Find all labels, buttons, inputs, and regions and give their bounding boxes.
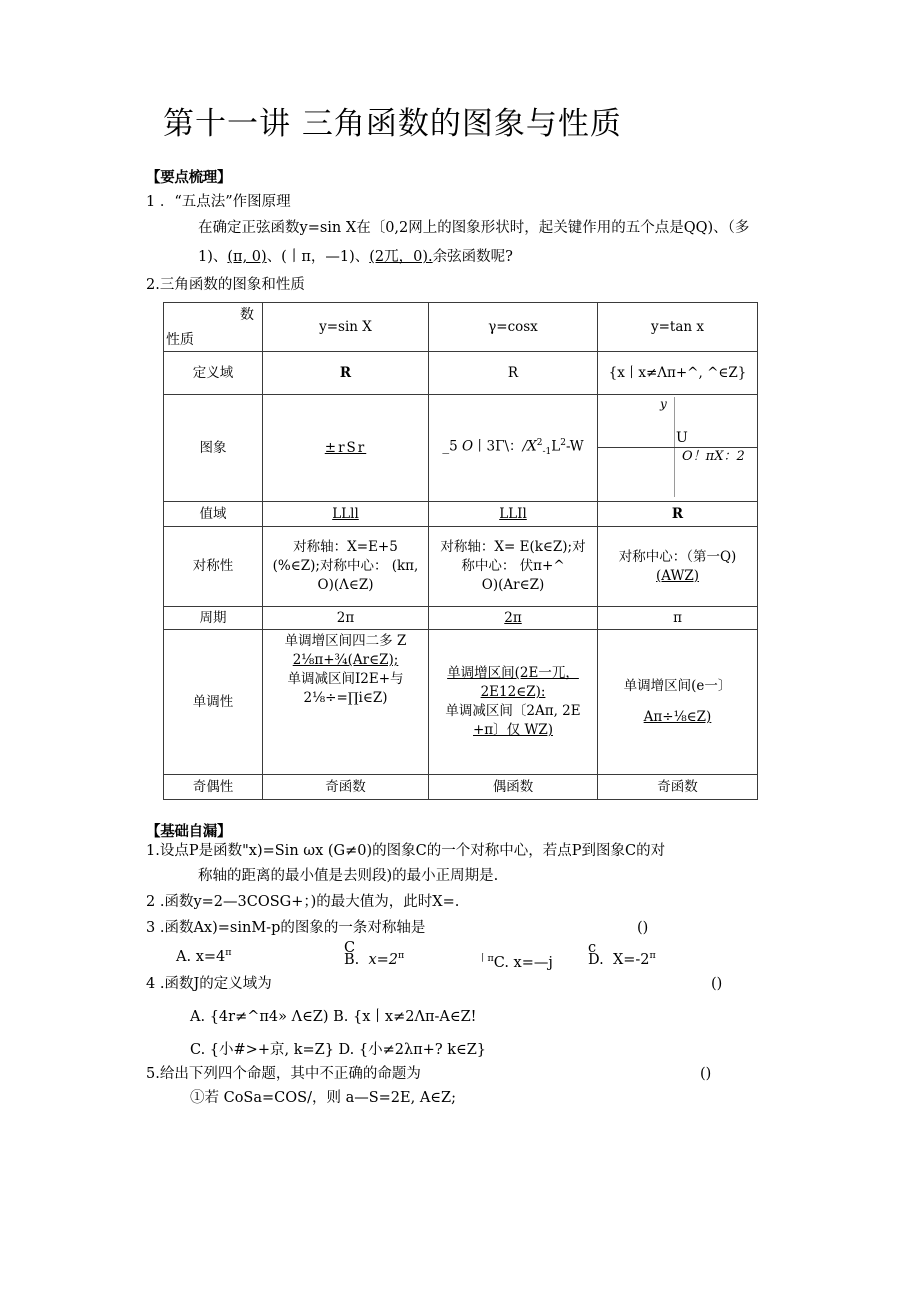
period-tan: π — [598, 607, 758, 630]
symmetry-sin — [263, 527, 429, 607]
problem-3-choice-d-prefix: c — [588, 940, 597, 956]
symmetry-sin-line-2: (%∈Z);对称中心： (kπ, — [272, 558, 419, 574]
table-col-header-tan: y=tan x — [598, 303, 758, 352]
problem-3-choice-a[interactable] — [176, 947, 232, 965]
row-label-symmetry: 对称性 — [164, 527, 263, 607]
oi1-part-b: (π, 0) — [227, 249, 267, 265]
tan-graph-y-label: y — [660, 397, 667, 411]
table-row-symmetry — [164, 527, 758, 607]
table-col-header-sin: y=sin X — [263, 303, 429, 352]
monotonicity-tan — [598, 630, 758, 775]
problem-4-line-1 — [146, 974, 272, 994]
problem-1-text: 设点P是函数"x)=Sin ωx (G≠0)的图象C的一个对称中心，若点P到图象C的对 — [159, 843, 666, 859]
choice-d-sup: π — [649, 950, 656, 961]
range-cos: LLIl — [429, 502, 598, 527]
outline-item-1-line-2 — [198, 247, 513, 267]
symmetry-sin-line-1: 对称轴：X=E+5 — [293, 539, 398, 555]
choice-c-key: C. — [493, 954, 509, 971]
graph-sin-artifact: ±rSr — [263, 395, 429, 502]
parity-cos: 偶函数 — [429, 775, 598, 800]
problem-5-number: 5. — [146, 1066, 160, 1082]
table-row-domain — [164, 352, 758, 395]
row-label-period: 周期 — [164, 607, 263, 630]
parity-sin: 奇函数 — [263, 775, 429, 800]
page-title: 第十一讲 三角函数的图象与性质 — [163, 106, 622, 142]
corner-column-label: 数 — [240, 307, 254, 323]
oi1-part-d: (2兀，0). — [369, 249, 433, 265]
choice-c-body: x=—j — [513, 954, 553, 971]
mono-tan-line-2: Aπ÷⅛∈Z) — [643, 709, 712, 725]
mono-sin-line-4: 2⅛÷=∏i∈Z) — [303, 690, 388, 706]
outline-item-1-line-1: 在确定正弦函数y=sin X在〔0,2网上的图象形状时，起关键作用的五个点是QQ)、（多 — [198, 220, 750, 236]
row-label-monotonicity: 单调性 — [164, 630, 263, 775]
problem-4-choice-line-1[interactable]: A. {4r≠^π4» Λ∈Z) B. {x丨x≠2Λπ-A∈Z! — [190, 1009, 477, 1025]
graph-cos-artifact: _5 O丨3Γ\：$/X^2_{-1}L^2-W$ — [429, 395, 598, 502]
domain-cos: R — [429, 352, 598, 395]
section-heading-basics: 【基础自漏】 — [146, 824, 232, 840]
table-row-parity — [164, 775, 758, 800]
mono-cos-line-3: 单调减区间〔2Aπ, 2E — [445, 703, 581, 719]
problem-5-text: 给出下列四个命题，其中不正确的命题为 — [159, 1066, 421, 1082]
problem-2-number: 2 . — [146, 894, 165, 910]
corner-row-label: 性质 — [166, 332, 194, 348]
problem-4-text: 函数J的定义域为 — [164, 976, 272, 992]
parity-tan: 奇函数 — [598, 775, 758, 800]
choice-c-sup: 丨π — [478, 953, 494, 964]
symmetry-tan-line-1: 对称中心：（第一Q) — [618, 548, 737, 565]
problem-5-line-1 — [146, 1064, 421, 1084]
problem-4-answer-marker: () — [711, 976, 723, 992]
domain-sin: R — [263, 352, 429, 395]
problem-3-line-1 — [146, 918, 425, 938]
problem-3-choice-b[interactable] — [344, 950, 404, 968]
section-heading-key-points: 【要点梳理】 — [146, 170, 232, 186]
symmetry-tan-line-2: (AWZ) — [656, 567, 699, 584]
tan-graph-u-label: U — [676, 430, 688, 446]
row-label-domain: 定义域 — [164, 352, 263, 395]
oi1-part-c: 、(丨π，—1)、 — [266, 249, 370, 265]
problem-1-line-1 — [146, 841, 665, 861]
problem-5-answer-marker: () — [700, 1066, 712, 1082]
trig-properties-table — [163, 302, 758, 800]
symmetry-tan — [598, 527, 758, 607]
symmetry-cos-line-2: 称中心： 伏π+^ — [461, 558, 565, 574]
symmetry-cos — [429, 527, 598, 607]
outline-item-1-label: 1 ．“五点法”作图原理 — [146, 194, 291, 210]
row-label-graph: 图象 — [164, 395, 263, 502]
range-tan: R — [598, 502, 758, 527]
problem-3-number: 3 . — [146, 920, 165, 936]
tan-graph-x-label: O！πX：2 — [682, 449, 745, 464]
symmetry-sin-line-3: O)(Λ∈Z) — [317, 577, 374, 593]
mono-sin-line-2: 2⅛π+¾(Ar∈Z); — [292, 652, 399, 668]
choice-d-body: X=-2 — [612, 951, 650, 968]
oi1-part-e: 余弦函数呢? — [432, 249, 513, 265]
choice-b-body: x=2 — [368, 951, 399, 968]
monotonicity-sin — [263, 630, 429, 775]
problem-3-choice-c[interactable] — [478, 950, 553, 971]
problem-5-statement-1: ①若 CoSa=COS/，则 a—S=2E, A∈Z; — [190, 1090, 456, 1106]
problem-4-number: 4 . — [146, 976, 165, 992]
domain-tan: {x丨x≠Λπ+^, ^∈Z} — [598, 352, 758, 395]
table-row-monotonicity — [164, 630, 758, 775]
problem-1-number: 1. — [146, 843, 160, 859]
row-label-parity: 奇偶性 — [164, 775, 263, 800]
problem-2-text: 函数y=2—3COSG+；)的最大值为，此时X=. — [164, 894, 460, 910]
problem-3-answer-marker: () — [637, 920, 649, 936]
table-header-row — [164, 303, 758, 352]
choice-a-key: A. — [176, 948, 192, 965]
choice-b-sup: π — [398, 950, 405, 961]
choice-d-key: D. — [588, 951, 604, 968]
mono-cos-line-1: 单调增区间(2E一兀， — [447, 665, 579, 681]
problem-1-line-2: 称轴的距离的最小值是去则段)的最小正周期是. — [198, 868, 499, 884]
symmetry-cos-line-1: 对称轴：X= E(k∈Z);对 — [440, 539, 586, 555]
mono-sin-line-1: 单调增区间四二多 Z — [284, 633, 407, 649]
symmetry-cos-line-3: O)(Ar∈Z) — [481, 577, 545, 593]
table-row-graph — [164, 395, 758, 502]
table-col-header-cos: γ=cosx — [429, 303, 598, 352]
period-sin: 2π — [263, 607, 429, 630]
period-cos: 2π — [429, 607, 598, 630]
problem-2-line-1 — [146, 892, 459, 912]
table-corner-cell — [164, 303, 263, 352]
mono-cos-line-2: 2E12∈Z): — [480, 684, 546, 700]
choice-b-key: B. — [344, 951, 360, 968]
outline-item-2-label: 2.三角函数的图象和性质 — [146, 277, 305, 293]
oi1-part-a: 1)、 — [198, 249, 228, 265]
problem-4-choice-line-2[interactable]: C. {小#>+京, k=Z} D. {小≠2λπ+? k∈Z} — [190, 1042, 487, 1058]
problem-3-choice-b-prefix: C — [344, 940, 356, 956]
monotonicity-cos — [429, 630, 598, 775]
range-sin: LLll — [263, 502, 429, 527]
mono-tan-line-1: 单调增区间(e一〕 — [623, 678, 732, 694]
table-row-period — [164, 607, 758, 630]
problem-3-choice-d[interactable] — [588, 950, 656, 968]
problem-3-text: 函数Ax)=sinM-p的图象的一条对称轴是 — [164, 920, 426, 936]
graph-tan-artifact — [598, 395, 758, 502]
row-label-range: 值域 — [164, 502, 263, 527]
table-row-range — [164, 502, 758, 527]
mono-sin-line-3: 单调减区间I2E+与 — [287, 671, 404, 687]
choice-a-body: x=4 — [195, 948, 226, 965]
choice-a-sup: π — [225, 947, 232, 958]
mono-cos-line-4: +π〕仅 WZ) — [473, 722, 553, 738]
